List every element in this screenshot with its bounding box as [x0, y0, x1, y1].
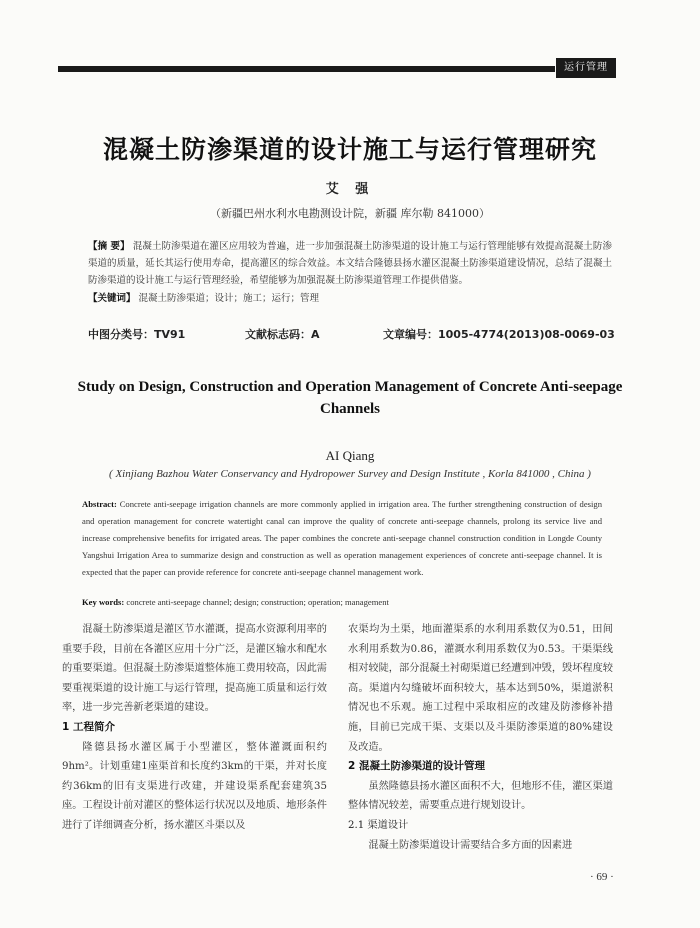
- abstract-en-text: Concrete anti-seepage irrigation channels are more commonly applied in irrigation area. The further strengthening construction of design and operation management for concrete watertight canal can improve the quality of concrete anti-seepage channels, prolong its service live and increase comprehensive benefits for irrigated areas. The paper combines the concrete anti-seepage channel construction condition in Longde County Yangshui Irrigation Area to summarize design and construction as well as operation management experiences of concrete anti-seepage channel. It is expected that the paper can provide reference for concrete anti-seepage channel management work.: [82, 499, 602, 577]
- keywords-cn: [88, 290, 612, 307]
- keywords-en-text: concrete anti-seepage channel; design; construction; operation; management: [126, 597, 389, 607]
- keywords-en: [82, 594, 602, 611]
- affiliation-cn: （新疆巴州水利水电勘测设计院，新疆 库尔勒 841000）: [210, 207, 490, 220]
- header-rule: [58, 66, 555, 72]
- keywords-cn-label: 【关键词】: [88, 293, 136, 304]
- keywords-en-label: Key words:: [82, 597, 125, 607]
- paper-title-cn: 混凝土防渗渠道的设计施工与运行管理研究: [102, 135, 597, 164]
- body-paragraph: 混凝土防渗渠道设计需要结合多方面的因素进: [368, 839, 573, 851]
- abstract-cn: [88, 238, 612, 289]
- subsection-heading: 2.1 渠道设计: [348, 819, 409, 831]
- author-en: AI Qiang: [325, 448, 375, 463]
- body-column-right: [348, 620, 613, 855]
- section-tag: 运行管理: [556, 58, 616, 78]
- abstract-en-label: Abstract:: [82, 499, 117, 509]
- paper-title-en: Study on Design, Construction and Operation Management of Concrete Anti-seepage Channels: [77, 379, 623, 417]
- body-paragraph: 隆德县扬水灌区属于小型灌区，整体灌溉面积约9hm²。计划重建1座渠首和长度约3km的干渠，并对长度约36km的旧有支渠进行改建，并建设渠系配套建筑35座。工程设计前对灌区的整体运行状况以及地质、地形条件进行了详细调查分析，扬水灌区斗渠以及: [62, 741, 327, 831]
- body-paragraph: 混凝土防渗渠道是灌区节水灌溉，提高水资源利用率的重要手段，目前在各灌区应用十分广泛，是灌区输水和配水的重要渠道。但混凝土防渗渠道整体施工费用较高，因此需要重视渠道的设计施工与运行管理，提高施工质量和运行效率，进一步完善新老渠道的建设。: [62, 624, 327, 714]
- page-number: · 69 ·: [590, 871, 614, 883]
- keywords-cn-text: 混凝土防渗渠道；设计；施工；运行；管理: [138, 293, 320, 304]
- article-number: 文章编号：1005-4774(2013)08-0069-03: [383, 328, 615, 341]
- abstract-cn-text: 混凝土防渗渠道在灌区应用较为普遍，进一步加强混凝土防渗渠道的设计施工与运行管理能够有效提高混凝土防渗渠道的质量，延长其运行使用寿命，提高灌区的综合效益。本文结合隆德县扬水灌区混凝土防渗渠道建设情况，总结了混凝土防渗渠道的设计施工与运行管理经验，希望能够为加强混凝土防渗渠道管理工作提供借鉴。: [88, 241, 612, 286]
- body-paragraph: 农渠均为土渠，地面灌渠系的水利用系数仅为0.51，田间水利用系数为0.86，灌溉水利用系数仅为0.53。干渠渠线相对较陡，部分混凝土衬砌渠道已经遭到冲毁，毁坏程度较高。渠道内勾缝破坏面积较大，基本达到50%，渠道淤积情况也不乐观。施工过程中采取相应的改建及防渗修补措施，目前已完成干渠、支渠以及斗渠防渗渠道的80%建设及改造。: [348, 624, 613, 753]
- section-heading: 1 工程简介: [62, 720, 115, 733]
- abstract-cn-label: 【摘 要】: [88, 241, 130, 252]
- affiliation-en: ( Xinjiang Bazhou Water Conservancy and Hydropower Survey and Design Institute , Korla 841000 , China ): [109, 468, 591, 480]
- body-column-left: [62, 620, 327, 836]
- section-heading: 2 混凝土防渗渠道的设计管理: [348, 760, 485, 773]
- abstract-en: [82, 496, 602, 581]
- author-cn: 艾 强: [325, 182, 375, 197]
- document-code: 文献标志码：A: [245, 328, 320, 341]
- clc-number: 中图分类号：TV91: [88, 328, 186, 341]
- body-paragraph: 虽然隆德县扬水灌区面积不大，但地形不佳，灌区渠道整体情况较差，需要重点进行规划设计。: [348, 780, 613, 812]
